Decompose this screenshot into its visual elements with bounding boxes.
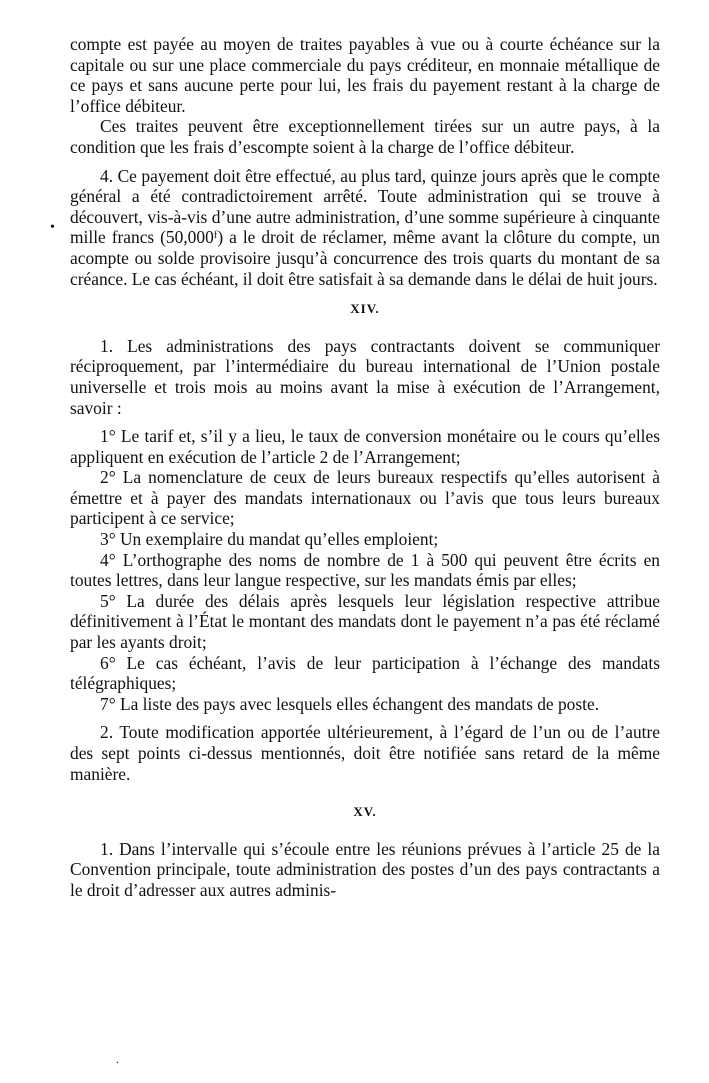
section-heading-xiv: XIV. [350,301,380,317]
body-text [70,34,660,901]
paragraph-continuation: compte est payée au moyen de traites payables à vue ou à courte échéance sur la capitale ou sur une place commerciale du pays créditeur, en monnaie métallique de ce pays et sans aucune perte pour lui, les frais du payement restant à la charge de l’office débiteur. [70,34,660,116]
list-item-6: 6° Le cas échéant, l’avis de leur participation à l’échange des mandats télégraphiques; [70,652,660,694]
paragraph-communication: 1. Les administrations des pays contractants doivent se communiquer réciproquement, par l’intermédiaire du bureau international de l’Union postale universelle et trois mois au moins avant la mise à exécution de l’Arrangement, savoir : [70,335,660,418]
list-item-2: 2° La nomenclature de ceux de leurs bureaux respectifs qu’elles autorisent à émettre et à payer des mandats internationaux ou l’avis que tous leurs bureaux participent à ce service; [70,467,660,529]
list-item-3: 3° Un exemplaire du mandat qu’elles emploient; [100,529,439,550]
list-item-4: 4° L’orthographe des noms de nombre de 1 à 500 qui peuvent être écrits en toutes lettres, dans leur langue respective, sur les mandats émis par elles; [70,549,660,591]
margin-mark: • [50,220,55,235]
paragraph-traites: Ces traites peuvent être exceptionnellement tirées sur un autre pays, à la condition que les frais d’escompte soient à la charge de l’office débiteur. [70,116,660,157]
list-item-1: 1° Le tarif et, s’il y a lieu, le taux de conversion monétaire ou le cours qu’elles appliquent en exécution de l’article 2 de l’Arrangement; [70,426,660,467]
list-item-7: 7° La liste des pays avec lesquels elles échangent des mandats de poste. [100,693,600,714]
section-heading-xv: XV. [353,804,377,820]
list-item-5: 5° La durée des délais après lesquels leur législation respective attribue définitivement à l’État le montant des mandats dont le payement n’a pas été réclamé par les ayants droit; [70,590,660,653]
paragraph-intervalle: 1. Dans l’intervalle qui s’écoule entre les réunions prévues à l’article 25 de la Convention principale, toute administration des postes d’un des pays contractants a le droit d’adresser aux autres adminis- [70,838,660,900]
paragraph-payement: 4. Ce payement doit être effectué, au plus tard, quinze jours après que le compte général a été contradictoirement arrêté. Toute administration qui se trouve à découvert, vis-à-vis d’une autre administration, d’une somme supérieure à cinquante mille francs (50,000ᶠ) a le droit de réclamer, même avant la clôture du compte, un acompte ou solde provisoire jusqu’à concurrence des trois quarts du montant de sa créance. Le cas échéant, il doit être satisfait à sa demande dans le délai de huit jours. [70,165,660,289]
paragraph-modification: 2. Toute modification apportée ultérieurement, à l’égard de l’un ou de l’autre des sept points ci-dessus mentionnés, doit être notifiée sans retard de la même manière. [70,722,660,784]
stray-dot: . [116,1052,119,1066]
